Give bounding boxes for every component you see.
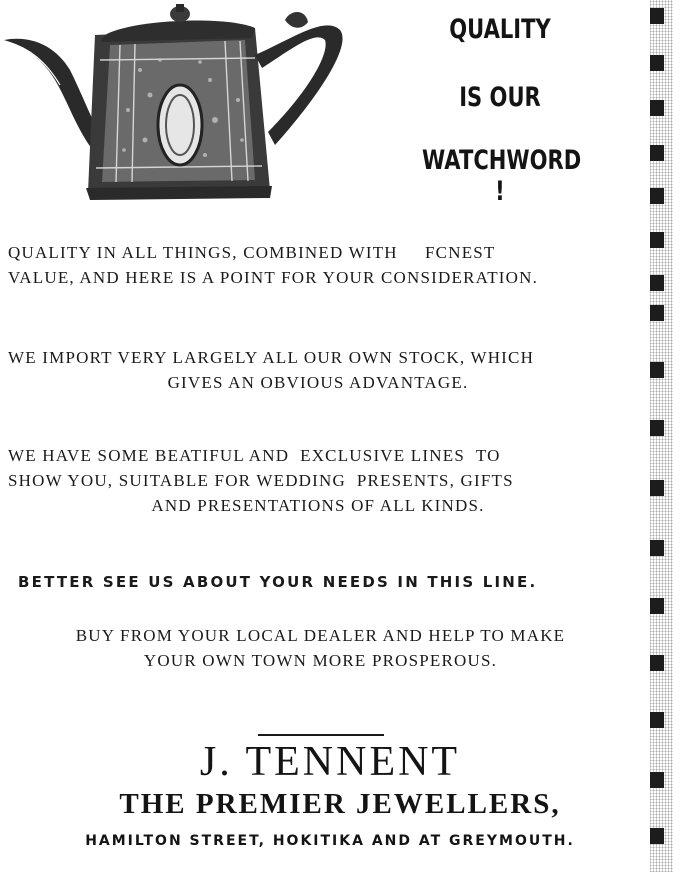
headline-line-1: QUALITY — [449, 14, 551, 45]
edge-mark — [650, 305, 664, 321]
edge-mark — [650, 188, 664, 204]
paragraph-line: WE HAVE SOME BEATIFUL AND EXCLUSIVE LINES TO — [8, 446, 501, 465]
paragraph-line: GIVES AN OBVIOUS ADVANTAGE. — [167, 373, 469, 392]
edge-mark — [650, 100, 664, 116]
paragraph-line: WE IMPORT VERY LARGELY ALL OUR OWN STOCK, WHICH — [8, 348, 535, 367]
edge-mark — [650, 772, 664, 788]
page-edge-strip — [650, 0, 673, 872]
paragraph-lines — [8, 443, 628, 518]
edge-mark — [650, 55, 664, 71]
paragraph-line: YOUR OWN TOWN MORE PROSPEROUS. — [143, 651, 498, 670]
edge-mark — [650, 598, 664, 614]
edge-mark — [650, 828, 664, 844]
paragraph-import — [8, 345, 628, 395]
merchant-name: J. TENNENT — [199, 739, 461, 785]
paragraph-line: AND PRESENTATIONS OF ALL KINDS. — [151, 496, 485, 515]
merchant-subtitle: THE PREMIER JEWELLERS, — [119, 788, 561, 820]
edge-mark — [650, 420, 664, 436]
edge-mark — [650, 8, 664, 24]
paragraph-line: BUY FROM YOUR LOCAL DEALER AND HELP TO MAKE — [75, 626, 566, 645]
edge-mark — [650, 480, 664, 496]
headline-line-3: WATCHWORD ! — [422, 145, 582, 207]
paragraph-needs: BETTER SEE US ABOUT YOUR NEEDS IN THIS LINE. — [18, 573, 538, 591]
headline-line-2: IS OUR — [459, 82, 541, 113]
merchant-address: HAMILTON STREET, HOKITIKA AND AT GREYMOUTH. — [85, 833, 575, 849]
paragraph-quality — [8, 240, 628, 290]
edge-mark — [650, 145, 664, 161]
edge-mark — [650, 655, 664, 671]
paragraph-line: VALUE, AND HERE IS A POINT FOR YOUR CONSIDERATION. — [8, 268, 539, 287]
edge-mark — [650, 362, 664, 378]
paragraph-local-dealer — [18, 623, 623, 673]
edge-mark — [650, 232, 664, 248]
paragraph-line: SHOW YOU, SUITABLE FOR WEDDING PRESENTS, GIFTS — [8, 471, 514, 490]
edge-mark — [650, 275, 664, 291]
edge-mark — [650, 712, 664, 728]
paragraph-line: QUALITY IN ALL THINGS, COMBINED WITH FCNEST — [8, 243, 496, 262]
teapot-icon — [0, 0, 360, 205]
edge-mark — [650, 540, 664, 556]
divider — [258, 734, 384, 736]
